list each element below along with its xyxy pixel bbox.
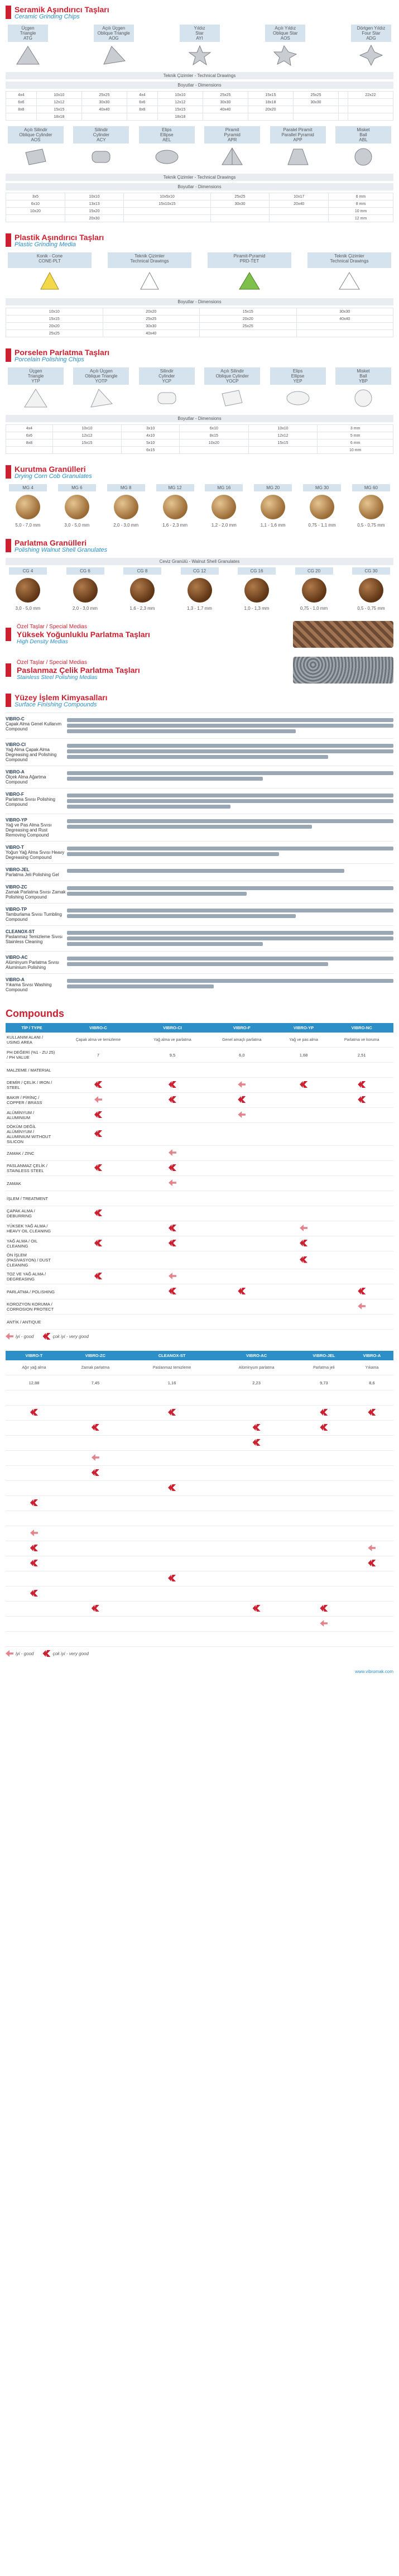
table-row: ÇAPAK ALMA / DEBURRING [6,1206,393,1221]
four-star-chip-icon [358,44,384,66]
special-subtitle: High Density Medias [17,639,68,645]
special-kicker: Özel Taşlar / Special Medias [17,659,87,666]
good-icon [94,1096,102,1103]
list-item: VIBRO-T Yoğun Yağ Alma Sıvısı Heavy Degreasing Compound [6,841,393,863]
list-item: VIBRO-F Parlatma Sıvısı Polishing Compound [6,788,393,814]
good-icon [6,1333,13,1340]
table-row: ZAMAK [6,1176,393,1191]
grain-item: MG 60 0,5 - 0,75 mm [352,484,390,528]
section-subtitle: Polishing Walnut Shell Granulates [15,547,108,553]
table-row [6,1602,393,1617]
very-good-icon [320,1605,328,1612]
pyramid-chip-icon [219,146,246,168]
list-item: CLEANOX-ST Paslanmaz Temizleme Sıvısı Stainless Cleaning [6,925,393,951]
section-title: Plastik Aşındırıcı Taşları [15,233,104,242]
ball-chip-icon [350,387,377,409]
dimensions-table [6,193,393,222]
list-item: VIBRO-CI Yağ Alma Çapak Alma Degreasing and Polishing Compound [6,738,393,766]
table-row: 6x6 12x12 4x10 8x15 12x12 5 mm [6,432,393,439]
dimensions-table [6,424,393,454]
table-row: 6x10 13x13 15x10x15 30x30 20x40 8 mm [6,200,393,208]
chip-type: Teknik Çizimler Technical Drawings [108,252,191,296]
section-subtitle: Porcelain Polishing Chips [15,356,84,363]
very-good-icon [42,1650,50,1657]
table-row: 20x20 30x30 25x25 [6,323,393,330]
table-row: PARLATMA / POLISHING [6,1284,393,1299]
parallel-pyramid-chip-icon [285,146,311,168]
table-row: ANTİK / ANTIQUE [6,1315,393,1330]
very-good-icon [238,1096,246,1103]
chip-type: Açılı Üçgen Oblique Triangle YOTP [73,367,129,413]
table-row [6,1436,393,1451]
cylinder-chip-icon [153,387,180,409]
very-good-icon [168,1409,176,1416]
very-good-icon [300,1240,307,1246]
drawings-band: Teknik Çizimler - Technical Drawings [6,174,393,181]
section-marker [6,233,11,247]
table-row: ZAMAK / ZINC [6,1146,393,1161]
corncob-title [6,465,393,480]
walnut-section [0,533,399,616]
very-good-icon [94,1130,102,1137]
very-good-icon [94,1240,102,1246]
section-marker [6,663,11,677]
section-title: Kurutma Granülleri [15,465,86,474]
very-good-icon [94,1081,102,1088]
granule-image [359,578,383,603]
very-good-icon [94,1210,102,1216]
good-icon [300,1225,307,1231]
very-good-icon [253,1439,261,1446]
table-header-row: TİP / TYPE VIBRO-C VIBRO-CI VIBRO-F VIBRO-YP VIBRO-NC [6,1023,393,1033]
very-good-icon [320,1424,328,1431]
good-icon [30,1530,38,1536]
high-density-media-photo [293,621,393,648]
grain-row [6,567,393,611]
list-item: VIBRO-JEL Parlatma Jeli Polishing Gel [6,863,393,881]
very-good-icon [169,1288,176,1294]
section-marker [6,694,11,707]
table-row: 12,88 7,45 1,16 2,23 9,73 8,6 [6,1375,393,1390]
very-good-icon [94,1164,102,1171]
table-row: YÜKSEK YAĞ ALMA / HEAVY OIL CLEANING [6,1221,393,1236]
chip-type: Üçgen Triangle ATG [8,25,48,70]
good-icon [169,1273,176,1279]
pyramid-drawing-icon [336,270,363,293]
grain-row [6,484,393,528]
section-title: Yüzey İşlem Kimyasalları [15,693,108,702]
section-marker [6,6,11,19]
granule-image [16,578,40,603]
section-marker [6,465,11,479]
chip-type: Silindir Cylinder ACY [73,126,129,171]
very-good-icon [253,1605,261,1612]
table-row: 20x30 12 mm [6,215,393,222]
table-row [6,1617,393,1632]
ellipse-chip-icon [153,146,180,168]
dimensions-band: Boyutlar - Dimensions [6,415,393,422]
very-good-icon [169,1225,176,1231]
very-good-icon [358,1096,366,1103]
triangle-chip-icon [22,387,49,409]
grain-item: CG 30 0,5 - 0,75 mm [352,567,390,611]
very-good-icon [42,1333,50,1340]
table-row: 3x5 10x10 10x5x10 25x25 10x17 6 mm [6,193,393,200]
chip-row [6,367,393,413]
table-row: 4x4 10x10 3x10 6x10 10x10 3 mm [6,425,393,432]
grain-item: MG 16 1,2 - 2,0 mm [205,484,243,528]
section-subtitle: Surface Finishing Compounds [15,701,97,708]
very-good-icon [300,1081,307,1088]
good-icon [169,1149,176,1156]
chip-type: Paralel Piramit Parallel Pyramid APP [270,126,326,171]
cone-drawing-icon [136,270,163,293]
granule-image [114,495,138,519]
chip-type: Piramit-Pyramid PRD-TET [208,252,291,296]
table-row: 10x10 20x20 15x15 30x30 [6,308,393,316]
very-good-icon [92,1469,99,1476]
granule-image [188,578,212,603]
granule-image [244,578,269,603]
table-row: DEMİR / ÇELİK / IRON / STEEL [6,1078,393,1093]
section-subtitle: Ceramic Grinding Chips [15,13,80,20]
table-row [6,1390,393,1406]
table-row [6,1406,393,1421]
granule-image [130,578,155,603]
compounds-list-section [0,688,399,1001]
very-good-icon [169,1240,176,1246]
section-marker [6,348,11,362]
section-title: Parlatma Granülleri [15,538,87,547]
very-good-icon [358,1288,366,1294]
very-good-icon [30,1545,38,1551]
oblique-cylinder-chip-icon [219,387,246,409]
chip-type: Elips Ellipse YEP [270,367,326,413]
table-row: MALZEME / MATERIAL [6,1063,393,1078]
chip-row [6,252,393,296]
list-item: VIBRO-YP Yağ ve Pas Alma Sıvısı Degreasing and Rust Removing Compound [6,814,393,841]
ellipse-chip-icon [285,387,311,409]
dimensions-table [6,308,393,337]
chip-type: Açılı Üçgen Oblique Triangle AOG [94,25,134,70]
table-row: TOZ VE YAĞ ALMA / DEGREASING [6,1269,393,1284]
section-title: Seramik Aşındırıcı Taşları [15,5,109,14]
chip-type: Dörtgen Yıldız Four Star ADG [351,25,391,70]
stainless-media-photo [293,657,393,684]
corncob-section [0,460,399,533]
star-chip-icon [186,44,213,66]
very-good-icon [30,1409,38,1416]
table-row [6,1451,393,1466]
table-row [6,1541,393,1556]
chip-type: Yıldız Star AYI [180,25,220,70]
table-row: 10x20 15x20 10 mm [6,208,393,215]
grain-item: MG 6 3,0 - 5,0 mm [58,484,96,528]
plastic-title [6,233,393,248]
walnut-band: Ceviz Granülü - Walnut Shell Granulates [6,558,393,565]
good-icon [368,1545,376,1551]
oblique-cylinder-chip-icon [22,146,49,168]
granule-image [302,578,326,603]
ceramic-section [0,0,399,228]
table-row: ÖN İŞLEM (PASİVASYON) / DUST CLEANING [6,1251,393,1269]
cylinder-chip-icon [88,146,114,168]
very-good-icon [92,1605,99,1612]
very-good-icon [358,1081,366,1088]
good-icon [238,1111,246,1118]
very-good-icon [94,1111,102,1118]
oblique-triangle-chip-icon [100,44,127,66]
good-icon [169,1179,176,1186]
granule-image [310,495,334,519]
grain-item: MG 30 0,75 - 1,1 mm [303,484,341,528]
table-row [6,1526,393,1541]
dimensions-table [6,91,393,121]
table-row [6,1586,393,1602]
section-marker [6,628,11,641]
chip-type: Konik - Cone CONE-PLT [8,252,92,296]
ball-chip-icon [350,146,377,168]
section-marker [6,539,11,552]
very-good-icon [169,1096,176,1103]
table-row: 6x15 10 mm [6,447,393,454]
table-row: KULLANIM ALANI / USING AREA Çapak alma ve temizleme Yağ alma ve parlatma Genel amaçlı parlatma Yağ ve pas alma Parlatma ve koruma [6,1033,393,1048]
chip-type: Üçgen Triangle YTP [8,367,64,413]
very-good-icon [320,1409,328,1416]
section-subtitle: Drying Corn Cob Granulates [15,473,92,480]
granule-image [163,495,188,519]
very-good-icon [30,1499,38,1506]
list-item: VIBRO-ZC Zamak Parlatma Sıvısı Zamak Polishing Compound [6,881,393,903]
chip-type: Açılı Silindir Oblique Cylinder AOS [8,126,64,171]
triangle-chip-icon [15,44,41,66]
special-kicker: Özel Taşlar / Special Medias [17,624,87,630]
list-item: VIBRO-TP Tamburlama Sıvısı Tumbling Compound [6,903,393,925]
good-icon [320,1620,328,1627]
list-item: VIBRO-A Yıkama Sıvısı Washing Compound [6,973,393,996]
table-row: 18x18 18x18 [6,113,393,121]
table-row: KOROZYON KORUMA / CORROSION PROTECT [6,1299,393,1315]
pyramid-chip-icon [236,270,263,293]
table-row: 25x25 40x40 [6,330,393,337]
granule-image [359,495,383,519]
very-good-icon [168,1575,176,1581]
granule-image [211,495,236,519]
compounds-title: Compounds [6,1008,64,1019]
special-title: Paslanmaz Çelik Parlatma Taşları [17,666,140,675]
special-media-stainless [0,652,399,688]
good-icon [358,1303,366,1309]
good-icon [6,1650,13,1657]
very-good-icon [30,1590,38,1597]
chip-type: Silindir Cylinder YCP [139,367,195,413]
special-subtitle: Stainless Steel Polishing Medias [17,675,98,681]
good-icon [238,1081,246,1088]
table-row: 4x4 10x10 25x25 4x4 10x10 25x25 15x15 25x25 22x22 [6,92,393,99]
table-row: Ağır yağ alma Zamak parlatma Paslanmaz temizleme Alüminyum parlatma Parlatma jeli Yıkama [6,1360,393,1375]
good-icon [92,1454,99,1461]
grain-item: CG 4 3,0 - 5,0 mm [9,567,47,611]
table-row: 8x8 15x15 5x10 10x20 15x15 6 mm [6,439,393,447]
granule-image [73,578,98,603]
table-row: 15x15 25x25 20x20 40x40 [6,316,393,323]
compounds-table-1 [6,1023,393,1330]
dimensions-band: Boyutlar - Dimensions [6,82,393,89]
granule-image [261,495,285,519]
chip-type: Misket Ball YBP [335,367,391,413]
list-item: VIBRO-C Çapak Alma Genel Kullanım Compound [6,713,393,738]
porcelain-title [6,348,393,363]
grain-item: MG 8 2,0 - 3,0 mm [107,484,145,528]
table-row [6,1421,393,1436]
porcelain-section [0,343,399,460]
table-row [6,1481,393,1496]
compounds-list-title [6,694,393,708]
compounds-table-2 [6,1351,393,1647]
chip-type: Misket Ball ABL [335,126,391,171]
table-row [6,1511,393,1526]
table-row [6,1556,393,1571]
table-row: 8x8 15x15 40x40 8x8 15x15 40x40 20x20 [6,106,393,113]
very-good-icon [300,1256,307,1263]
table-row: DÖKÜM DEĞİL ALÜMİNYUM / ALUMINIUM WITHOUT SILICON [6,1123,393,1146]
very-good-icon [368,1560,376,1566]
chip-type: Teknik Çizimler Technical Drawings [307,252,391,296]
plastic-section [0,228,399,343]
grain-item: CG 8 1,6 - 2,3 mm [123,567,161,611]
grain-item: CG 20 0,75 - 1,0 mm [295,567,333,611]
table-row [6,1632,393,1647]
chip-row [6,126,393,171]
table-row: İŞLEM / TREATMENT [6,1191,393,1206]
very-good-icon [169,1081,176,1088]
very-good-icon [368,1409,376,1416]
very-good-icon [30,1560,38,1566]
grain-item: MG 20 1,1 - 1,6 mm [254,484,292,528]
compounds-table-section [0,1001,399,1666]
chip-type: Piramit Pyramid APR [204,126,260,171]
chip-type: Açılı Silindir Oblique Cylinder YOCP [204,367,260,413]
table-row [6,1571,393,1586]
special-media-high-density [0,616,399,652]
granule-image [65,495,89,519]
section-title: Porselen Parlatma Taşları [15,348,110,357]
ceramic-title [6,6,393,20]
table-row: PASLANMAZ ÇELİK / STAINLESS STEEL [6,1161,393,1176]
grain-item: MG 4 5,0 - 7,0 mm [9,484,47,528]
grain-item: CG 16 1,0 - 1,3 mm [238,567,276,611]
legend: iyi - good çok iyi - very good [6,1647,393,1660]
table-header-row: VIBRO-T VIBRO-ZC CLEANOX-ST VIBRO-AC VIBRO-JEL VIBRO-A [6,1351,393,1360]
special-title: Yüksek Yoğunluklu Parlatma Taşları [17,630,150,639]
grain-item: CG 12 1,3 - 1,7 mm [181,567,219,611]
table-row: ALÜMİNYUM / ALUMINIUM [6,1108,393,1123]
chip-row [6,25,393,70]
chip-type: Elips Ellipse AEL [139,126,195,171]
very-good-icon [92,1424,99,1431]
legend: iyi - good çok iyi - very good [6,1330,393,1343]
very-good-icon [94,1273,102,1279]
table-row [6,1466,393,1481]
table-row [6,1496,393,1511]
granule-image [16,495,40,519]
dimensions-band: Boyutlar - Dimensions [6,298,393,305]
very-good-icon [238,1288,246,1294]
very-good-icon [253,1424,261,1431]
cone-chip-icon [36,270,63,293]
grain-item: CG 6 2,0 - 3,0 mm [66,567,104,611]
walnut-title [6,539,393,553]
section-subtitle: Plastic Grinding Media [15,241,76,248]
footer-url: www.vibromak.com [355,1669,393,1674]
very-good-icon [169,1164,176,1171]
grain-item: MG 12 1,6 - 2,3 mm [156,484,194,528]
table-row: PH DEĞERİ (%1 - ZU 25) / PH VALUE 7 9,5 6,0 1,68 2,51 [6,1048,393,1063]
oblique-star-chip-icon [272,44,299,66]
list-item: VIBRO-A Ölçek Alma Ağartma Compound [6,766,393,788]
oblique-triangle-chip-icon [88,387,114,409]
table-row: BAKIR / PİRİNÇ / COPPER / BRASS [6,1093,393,1108]
table-row: YAĞ ALMA / OIL CLEANING [6,1236,393,1251]
very-good-icon [168,1484,176,1491]
chip-type: Açılı Yıldız Oblique Star AOS [265,25,305,70]
drawings-band: Teknik Çizimler - Technical Drawings [6,72,393,79]
dimensions-band: Boyutlar - Dimensions [6,183,393,190]
list-item: VIBRO-AC Alüminyum Parlatma Sıvısı Aluminium Polishing [6,951,393,973]
table-row: 6x6 12x12 30x30 6x6 12x12 30x30 18x18 30x30 [6,99,393,106]
